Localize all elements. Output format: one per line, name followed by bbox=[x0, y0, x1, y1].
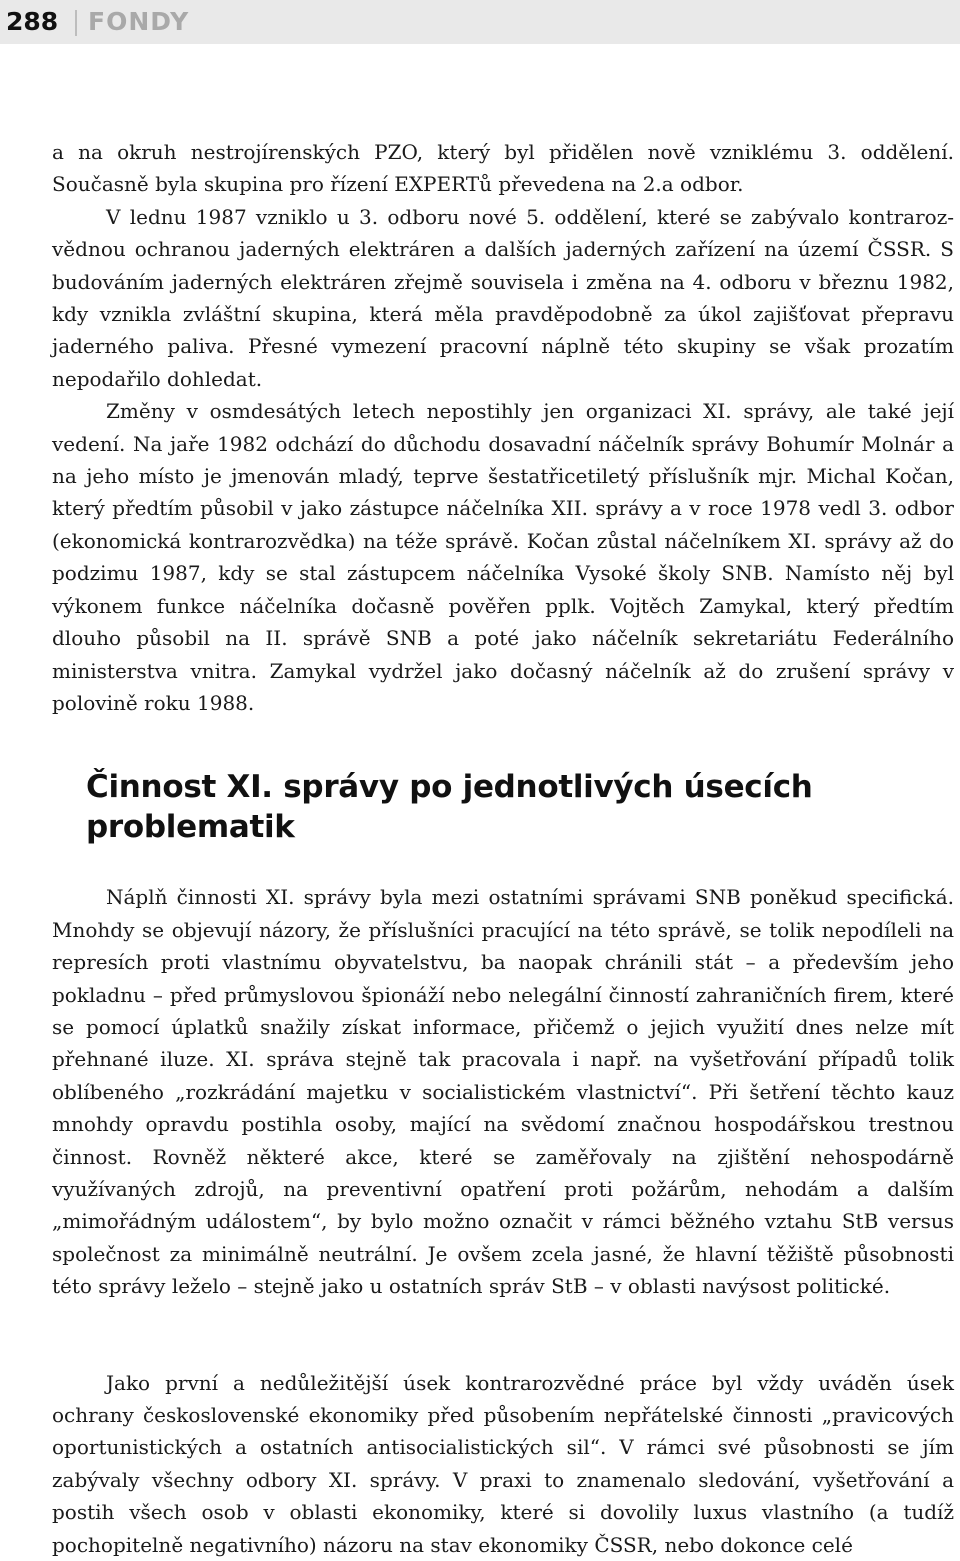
page-header bbox=[0, 0, 960, 44]
paragraph-5: Jako první a nedůležitější úsek kontrarozvědné práce byl vždy uváděn úsek ochrany československé ekonomiky před působením nepřátelské činnosti „pravicových oportunistických a ostatních antisocialistických sil“. V rámci své působnosti se jím zabývaly všechny odbory XI. správy. V praxi to znamenalo sledování, vyšetřování a postih všech osob v oblasti ekonomiky, které si dovolily luxus vlastního (a tudíž pochopitelně negativního) názoru na stav ekonomiky ČSSR, nebo dokonce celé bbox=[52, 1370, 954, 1557]
page-body bbox=[52, 136, 954, 1561]
section-heading: Činnost XI. správy po jednotlivých úsecích problematik bbox=[86, 769, 813, 846]
paragraph-2: V lednu 1987 vzniklo u 3. odboru nové 5. oddělení, které se zabývalo kontrarozvědnou ochranou jaderných elektráren a dalších jaderných zařízení na území ČSSR. S budováním jaderných elektráren zřejmě souvisela i změna na 4. odboru v březnu 1982, kdy vznikla zvláštní skupina, která měla pravděpodobně za úkol zajišťovat přepravu jaderného paliva. Přesné vymezení pracovní náplně této skupiny se však prozatím nepodařilo dohledat. bbox=[52, 204, 954, 391]
paragraph-4: Náplň činnosti XI. správy byla mezi ostatními správami SNB poněkud specifická. Mnohdy se objevují názory, že příslušníci pracující na této správě, se tolik nepodíleli na represích proti vlastnímu obyvatelstvu, ba naopak chránili stát – a především jeho pokladnu – před průmyslovou špionáží nebo nelegální činností zahraničních firem, které se pomocí úplatků snažily získat informace, přičemž o jejich využití dnes nelze mít přehnané iluze. XI. správa stejně tak pracovala i např. na vyšetřování případů tolik oblíbeného „rozkrádání majetku v socialistickém vlastnictví“. Při šetření těchto kauz mnohdy opravdu postihla osoby, mající na svědomí značnou hospodářskou trestnou činnost. Rovněž některé akce, které se zaměřovaly na zjištění nehospodárně využívaných zdrojů, na preventivní opatření proti požárům, nehodám a dalším „mimořádným událostem“, by bylo možno označit v rámci běžného vztahu StB versus společnost za minimálně neutrální. Je ovšem zcela jasné, že hlavní těžiště působnosti této správy leželo – stejně jako u ostatních správ StB – v oblasti navýsost politické. bbox=[52, 885, 954, 1299]
header-divider bbox=[75, 10, 77, 36]
page-number: 288 bbox=[6, 7, 59, 36]
paragraph-3: Změny v osmdesátých letech nepostihly jen organizaci XI. správy, ale také její vedení. Na jaře 1982 odchází do důchodu dosavadní náčelník správy Bohumír Molnár a na jeho místo je jmenován mladý, teprve šestatřicetiletý příslušník mjr. Michal Kočan, který předtím působil v jako zástupce náčelníka XII. správy a v roce 1978 vedl 3. odbor (ekonomická kontrarozvědka) na téže správě. Kočan zůstal náčelníkem XI. správy až do podzimu 1987, kdy se stal zástupcem náčelníka Vysoké školy SNB. Namísto něj byl výkonem funkce náčelníka dočasně pověřen pplk. Vojtěch Zamykal, který předtím dlouho působil na II. správě SNB a poté jako náčelník sekretariátu Federálního ministerstva vnitra. Zamykal vydržel jako dočasný náčelník až do zrušení správy v polovině roku 1988. bbox=[52, 399, 954, 715]
section-title: FONDY bbox=[88, 7, 190, 36]
paragraph-1: a na okruh nestrojírenských PZO, který byl přidělen nově vzniklému 3. oddělení. Současně byla skupina pro řízení EXPERTů převedena na 2.a odbor. bbox=[52, 140, 954, 197]
